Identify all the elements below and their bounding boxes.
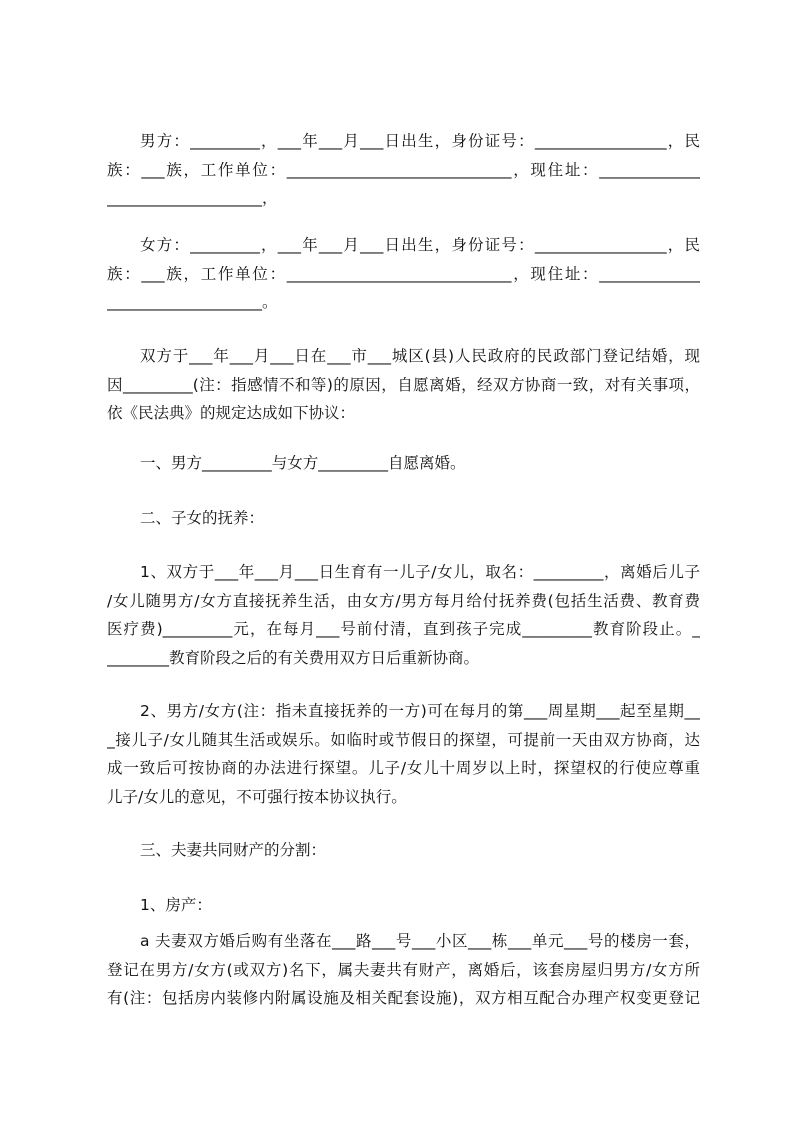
paragraph-male-party: [107, 127, 700, 213]
text-line: ____________________。: [107, 293, 278, 311]
text-line: 一、男方_________与女方_________自愿离婚。: [140, 454, 466, 472]
text-line: 二、子女的抚养：: [140, 509, 265, 527]
text-line: 1、房产：: [140, 896, 212, 914]
paragraph-female-party: [107, 231, 700, 317]
text-line: 族：___族，工作单位：_____________________________，现住址：_____________: [107, 264, 700, 283]
paragraph-visitation: [107, 697, 700, 811]
text-line: 有(注：包括房内装修内附属设施及相关配套设施)，双方相互配合办理产权变更登记: [107, 989, 700, 1007]
text-line: 男方：_________，___年___月___日出生，身份证号：_________________，民: [140, 132, 700, 150]
text-line: 儿子/女儿的意见，不可强行按本协议执行。: [107, 787, 407, 806]
section-2-heading: [107, 504, 700, 533]
text-line: ____________________，: [107, 189, 278, 207]
subsection-property-heading: [107, 891, 700, 920]
paragraph-house: [107, 927, 700, 1013]
text-line: 三、夫妻共同财产的分割：: [140, 841, 327, 859]
text-line: 1、双方于___年___月___日生育有一儿子/女儿，取名：_________，离婚后儿子: [140, 563, 700, 581]
text-line: 登记在男方/女方(或双方)名下，属夫妻共有财产，离婚后，该套房屋归男方/女方所: [107, 960, 700, 979]
text-line: a 夫妻双方婚后购有坐落在___路___号___小区___栋___单元___号的楼房一套，: [140, 932, 700, 950]
text-line: 成一致后可按协商的办法进行探望。儿子/女儿十周岁以上时，探望权的行使应尊重: [107, 759, 700, 777]
section-1-heading: [107, 449, 700, 478]
text-line: ________教育阶段之后的有关费用双方日后重新协商。: [107, 648, 480, 667]
text-line: 2、男方/女方(注：指未直接抚养的一方)可在每月的第___周星期___起至星期__: [140, 702, 700, 720]
text-line: /女儿随男方/女方直接抚养生活，由女方/男方每月给付抚养费(包括生活费、教育费: [107, 591, 700, 610]
paragraph-marriage-info: [107, 342, 700, 428]
text-line: 女方：_________，___年___月___日出生，身份证号：_________________，民: [140, 236, 700, 254]
text-line: 双方于___年___月___日在___市___城区(县)人民政府的民政部门登记结婚，现: [140, 347, 700, 365]
text-line: 因_________(注：指感情不和等)的原因，自愿离婚，经双方协商一致，对有关事项，: [107, 375, 700, 394]
text-line: 族：___族，工作单位：_____________________________，现住址：_____________: [107, 160, 700, 179]
section-3-heading: [107, 836, 700, 865]
text-line: 医疗费)_________元，在每月___号前付清，直到孩子完成_________教育阶段止。_: [107, 620, 700, 638]
text-line: 依《民法典》的规定达成如下协议：: [107, 404, 356, 422]
text-line: _接儿子/女儿随其生活或娱乐。如临时或节假日的探望，可提前一天由双方协商，达: [107, 730, 700, 749]
paragraph-child-custody: [107, 558, 700, 672]
